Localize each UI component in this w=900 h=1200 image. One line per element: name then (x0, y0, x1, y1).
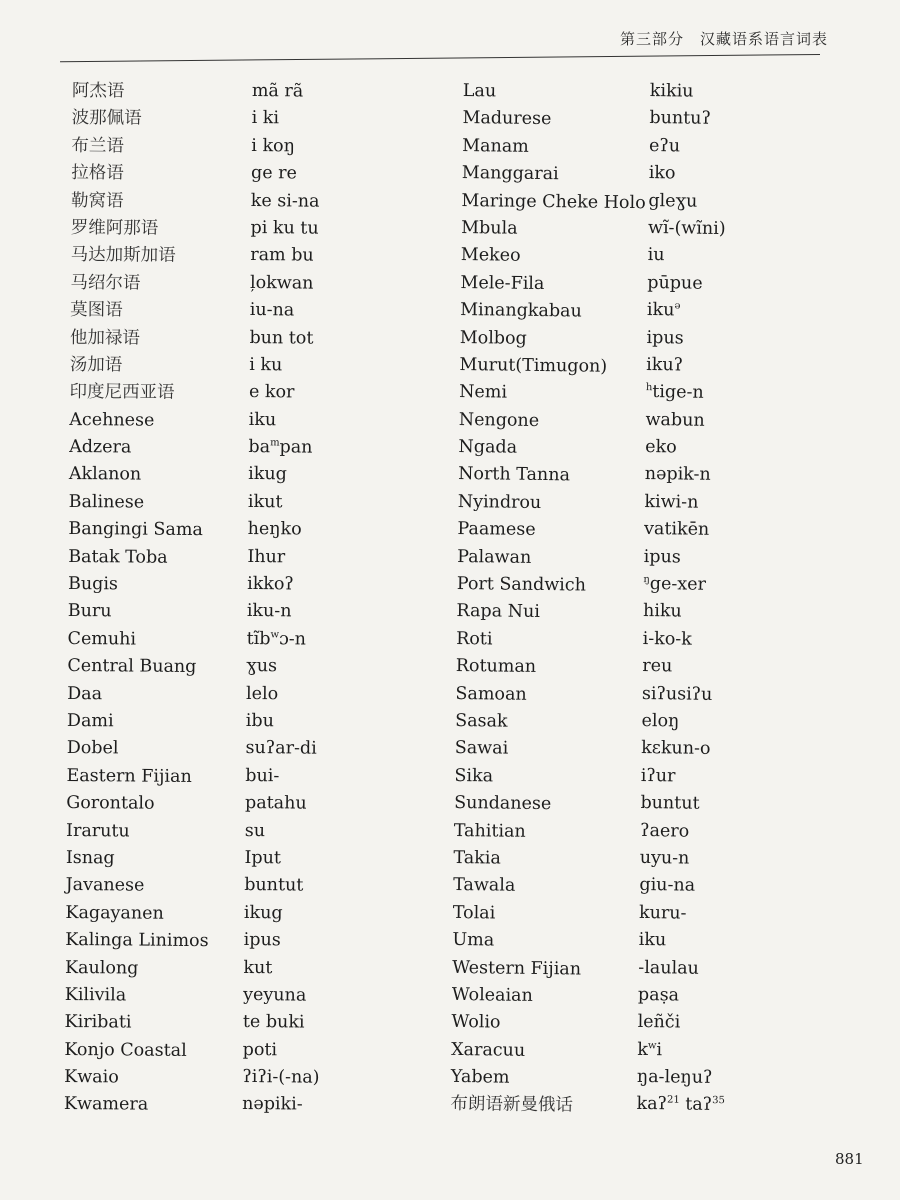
word-form: ikug (248, 464, 287, 485)
language-name: Rotuman (455, 656, 537, 678)
word-form: buntut (640, 793, 700, 814)
language-name: Sika (454, 765, 494, 787)
language-name: Yabem (450, 1066, 510, 1088)
language-name: Kiribati (64, 1012, 132, 1033)
language-name: Isnag (65, 847, 115, 869)
language-name: 马绍尔语 (70, 272, 141, 294)
word-form: patahu (244, 793, 307, 814)
word-form: iu (647, 245, 665, 266)
language-name: Nengone (458, 409, 540, 431)
language-name: Manggarai (461, 163, 559, 185)
language-name: Sawai (454, 738, 509, 759)
language-name: 波那佩语 (71, 108, 142, 129)
word-form: vatikēn (643, 519, 710, 541)
language-name: Western Fijian (452, 957, 582, 980)
left-form-column (242, 78, 472, 1121)
word-form: ikkoʔ (247, 574, 294, 595)
language-name: Lau (462, 80, 497, 102)
language-name: Mbula (461, 217, 518, 239)
language-name: 印度尼西亚语 (69, 382, 175, 404)
language-name: Xaracuu (451, 1039, 526, 1061)
language-name: 勒窝语 (70, 190, 124, 211)
language-name: Kalinga Linimos (65, 930, 209, 952)
language-name: Dami (66, 710, 114, 732)
word-form: kiwi-n (644, 491, 699, 513)
word-form: poti (242, 1039, 278, 1060)
language-name: Port Sandwich (456, 573, 587, 596)
word-form: iu-na (249, 300, 295, 321)
language-name: 他加禄语 (69, 327, 141, 349)
word-form: mã rã (251, 80, 304, 102)
word-form: yeyuna (243, 984, 307, 1006)
language-name: Molbog (459, 327, 527, 349)
word-form: $k^wi$ (637, 1039, 663, 1060)
word-form: iku-n (246, 601, 292, 622)
word-form: wĩ-(wĩni) (647, 217, 726, 239)
word-form: ikut (247, 491, 283, 513)
language-name: Daa (67, 683, 103, 704)
language-name: 汤加语 (69, 354, 123, 376)
language-name: North Tanna (458, 464, 571, 486)
word-form: Ihur (247, 546, 286, 567)
page-header: 第三部分 汉藏语系语言词表 (620, 30, 829, 48)
word-form: iʔur (640, 765, 676, 787)
word-form: ŋa-leŋuʔ (636, 1066, 713, 1088)
word-form: ipus (646, 327, 684, 348)
language-name: Batak Toba (68, 546, 168, 568)
word-form: kut (243, 957, 273, 978)
word-form: lelo (245, 683, 279, 704)
word-form: i ku (249, 354, 283, 376)
word-form: $ba^mpan$ (248, 437, 313, 458)
language-name: Samoan (455, 683, 527, 705)
word-form: eʔu (648, 135, 681, 157)
word-form: hiku (642, 601, 682, 622)
language-name: Sundanese (454, 793, 552, 815)
language-name: Dobel (66, 738, 119, 759)
language-name: Ngada (458, 437, 518, 458)
word-form: ʔaero (640, 820, 690, 842)
word-form: e kor (248, 382, 295, 403)
word-form: buntut (244, 875, 304, 896)
language-name: Maringe Cheke Holo (461, 190, 646, 213)
word-form: ipus (243, 930, 281, 951)
language-name: Wolio (451, 1012, 501, 1033)
word-form: paṣa (637, 984, 680, 1006)
language-name: 拉格语 (71, 163, 124, 184)
word-form: ibu (245, 710, 275, 732)
word-form: leñči (637, 1012, 681, 1033)
word-form: i ki (251, 108, 280, 129)
language-name: Kaulong (64, 957, 139, 979)
word-form: uyu-n (639, 847, 690, 869)
word-form: su (244, 820, 266, 841)
word-form: suʔar-di (245, 738, 317, 760)
language-name: Buru (67, 601, 112, 622)
word-form: i-ko-k (642, 628, 692, 650)
word-form: ram bu (250, 245, 314, 266)
language-name: Mekeo (460, 245, 521, 267)
language-name: Nemi (459, 382, 508, 403)
language-name: Uma (452, 930, 495, 951)
language-name: Kagayanen (65, 902, 164, 924)
word-form: kɛkun-o (641, 738, 711, 760)
word-form: kaʔ$^{21}$ taʔ$^{35}$ (636, 1094, 725, 1116)
word-form: ke si-na (250, 190, 320, 212)
language-name: Konjo Coastal (64, 1039, 187, 1061)
word-form: gleɣu (648, 190, 698, 212)
language-name: Tawala (453, 875, 516, 897)
word-form: giu-na (639, 875, 696, 896)
word-form: ɣus (246, 656, 278, 677)
language-name: Irarutu (66, 820, 130, 842)
word-form: iku (638, 930, 667, 951)
language-name: 阿杰语 (71, 80, 125, 102)
word-form: pūpue (647, 272, 703, 294)
language-name: Roti (456, 628, 493, 650)
word-form: ge re (250, 163, 298, 184)
language-name: Nyindrou (457, 491, 542, 513)
language-name: Kwaio (64, 1067, 119, 1088)
word-form: nəpik-n (644, 464, 711, 486)
language-name: Mele-Fila (460, 272, 545, 294)
word-form: eloŋ (641, 710, 680, 732)
word-form: heŋko (247, 519, 302, 540)
language-name: Rapa Nui (456, 601, 540, 623)
word-form: reu (642, 656, 673, 677)
language-name: 罗维阿那语 (70, 217, 159, 239)
word-form: pi ku tu (250, 217, 319, 239)
language-name: Adzera (69, 437, 132, 458)
language-name: Acehnese (69, 409, 155, 431)
word-form: -laulau (638, 957, 699, 979)
language-name: Palawan (457, 546, 532, 568)
language-name: Woleaian (451, 984, 533, 1006)
language-name: Madurese (462, 108, 552, 130)
language-name: 莫图语 (70, 300, 123, 321)
language-name: Balinese (68, 491, 145, 513)
language-name: Kwamera (63, 1094, 149, 1116)
language-name: Bangingi Sama (68, 519, 203, 541)
word-form: $^ŋ$ge-xer (643, 574, 707, 595)
language-name: 布兰语 (71, 135, 125, 157)
page-number: 881 (835, 1150, 864, 1168)
word-form: siʔusiʔu (641, 683, 713, 705)
language-name: Tahitian (453, 820, 526, 842)
word-form: kuru- (638, 902, 687, 924)
word-form: ļokwan (249, 272, 314, 294)
language-name: Manam (462, 135, 529, 157)
language-name: Gorontalo (66, 793, 155, 814)
language-name: Paamese (457, 519, 536, 541)
word-form: buntuʔ (649, 108, 712, 130)
word-form: bun tot (249, 327, 314, 349)
word-form: tĩb$^w$ɔ-n (246, 628, 307, 650)
word-form: ipus (643, 546, 681, 568)
right-form-column (636, 78, 870, 1122)
language-name: Javanese (65, 875, 145, 896)
word-form: $^h$tige-n (645, 382, 704, 404)
language-name: 布朗语新曼俄话 (450, 1094, 574, 1116)
word-form: iku (248, 409, 277, 430)
word-form: eko (645, 437, 677, 458)
word-form: ikuʔ (646, 354, 684, 376)
word-form: kikiu (649, 80, 694, 102)
word-form: iku$^ə$ (646, 300, 681, 321)
word-form: bui- (245, 765, 280, 787)
language-name: Minangkabau (460, 300, 582, 322)
word-form: wabun (645, 409, 705, 431)
word-form: ʔiʔi-(-na) (242, 1067, 320, 1088)
language-name: Murut(Timugon) (459, 354, 608, 377)
language-name: Sasak (455, 710, 508, 732)
language-name: Aklanon (68, 464, 142, 486)
language-name: Bugis (67, 574, 119, 595)
word-form: ikug (243, 902, 283, 924)
header-rule (60, 54, 820, 62)
language-name: Takia (453, 847, 501, 869)
word-form: Iput (244, 847, 282, 869)
language-name: Kilivila (64, 984, 127, 1006)
language-name: Central Buang (67, 656, 197, 678)
word-form: te buki (242, 1012, 305, 1033)
word-form: i koŋ (251, 135, 296, 157)
language-name: Eastern Fijian (66, 765, 192, 787)
language-name: 马达加斯加语 (70, 245, 176, 267)
word-form: iko (648, 163, 676, 184)
word-form: nəpiki- (242, 1094, 303, 1115)
language-name: Cemuhi (67, 628, 137, 650)
language-name: Tolai (452, 902, 496, 924)
